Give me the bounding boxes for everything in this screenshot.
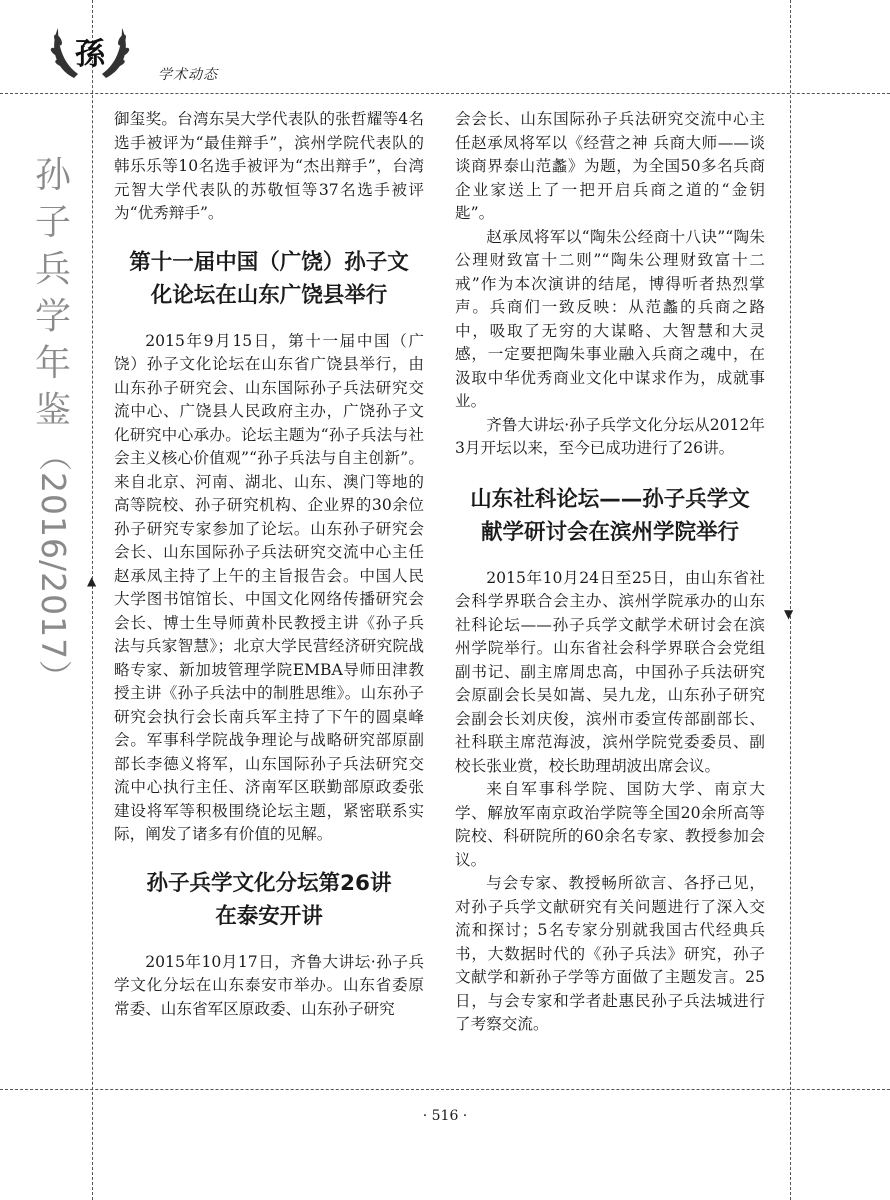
intro-paragraph: 御玺奖。台湾东吴大学代表队的张哲耀等4名选手被评为“最佳辩手”，滨州学院代表队的韩乐乐等10名选手被评为“杰出辩手”，台湾元智大学代表队的苏敬恒等37名选手被评为“优秀辩手”。 [114, 110, 424, 222]
article-title-line: 化论坛在山东广饶县举行 [150, 282, 388, 308]
article-body: 来自军事科学院、国防大学、南京大学、解放军南京政治学院等全国20余所高等院校、科研院所的60余名专家、教授参加会议。 [455, 780, 765, 869]
left-column [114, 108, 424, 1021]
journal-logo-icon [44, 18, 136, 88]
article-title-line: 山东社科论坛——孙子兵学文 [470, 486, 750, 512]
side-title-char: 年 [34, 343, 71, 384]
article-title-line: 献学研讨会在滨州学院举行 [480, 519, 739, 545]
header-rule [0, 93, 890, 94]
article-body: 2015年9月15日，第十一届中国（广饶）孙子文化论坛在山东省广饶县举行，由山东孙子研究会、山东国际孙子兵法研究交流中心、广饶县人民政府主办，广饶孙子文化研究中心承办。论坛主题为“孙子兵法与社会主义核心价值观”“孙子兵法与自主创新”。来自北京、河南、湖北、山东、澳门等地的高等院校、孙子研究机构、企业界的30余位孙子研究专家参加了论坛。山东孙子研究会会长、山东国际孙子兵法研究交流中心主任赵承凤主持了上午的主旨报告会。中国人民大学图书馆馆长、中国文化网络传播研究会会长、博士生导师黄朴民教授主讲《孙子兵法与兵家智慧》；北京大学民营经济研究院战略专家、新加坡管理学院EMBA导师田津教授主讲《孙子兵法中的制胜思维》。山东孙子研究会执行会长南兵军主持了下午的圆桌峰会。军事科学院战争理论与战略研究部原副部长李德义将军，山东国际孙子兵法研究交流中心执行主任、济南军区联勤部原政委张建设将军等积极围绕论坛主题，紧密联系实际，阐发了诸多有价值的见解。 [114, 331, 424, 843]
logo-glyph: 孫 [75, 37, 105, 72]
side-title-char: 学 [34, 296, 71, 337]
side-title-char: 子 [34, 202, 71, 243]
down-arrow-icon: ▼ [784, 607, 794, 621]
article-body: 2015年10月24日至25日，由山东省社会科学界联合会主办、滨州学院承办的山东社科论坛——孙子兵学文献学术研讨会在滨州学院举行。山东省社会科学界联合会党组副书记、副主席周忠高，中国孙子兵法研究会原副会长吴如嵩、吴九龙，山东孙子研究会副会长刘庆俊，滨州市委宣传部副部长、社科联主席范海波，滨州学院党委委员、副校长张业赏，校长助理胡波出席会议。 [455, 568, 765, 775]
continued-paragraph: 齐鲁大讲坛·孙子兵学文化分坛从2012年3月开坛以来，至今已成功进行了26讲。 [455, 415, 765, 457]
side-title-char: 孙 [34, 155, 71, 196]
side-title-year: （2016/2017） [34, 438, 73, 695]
right-margin-rule [790, 0, 791, 1200]
side-title-char: 兵 [34, 249, 71, 290]
continued-paragraph: 会会长、山东国际孙子兵法研究交流中心主任赵承凤将军以《经营之神 兵商大师——谈谈商界泰山范蠡》为题，为全国50多名兵商企业家送上了一把开启兵商之道的“金钥匙”。 [455, 110, 765, 222]
article-title-line: 第十一届中国（广饶）孙子文 [129, 249, 409, 275]
side-title-char: 鉴 [34, 390, 71, 431]
continued-paragraph: 赵承凤将军以“陶朱公经商十八诀”“陶朱公理财致富十二则”“陶朱公理财致富十二戒”作为本次演讲的结尾，博得听者热烈掌声。兵商们一致反映：从范蠡的兵商之路中，吸取了无穷的大谋略、大智慧和大灵感，一定要把陶朱事业融入兵商之魂中，在汲取中华优秀商业文化中谋求作为，成就事业。 [455, 227, 765, 410]
footer-rule [0, 1089, 890, 1090]
right-column [455, 108, 765, 1037]
section-label: 学术动态 [158, 67, 218, 83]
up-arrow-icon: ▲ [87, 574, 97, 588]
article-body: 2015年10月17日，齐鲁大讲坛·孙子兵学文化分坛在山东泰安市举办。山东省委原常委、山东省军区原政委、山东孙子研究 [114, 952, 424, 1018]
left-margin-rule [92, 0, 93, 1200]
article-body: 与会专家、教授畅所欲言、各抒己见，对孙子兵学文献研究有关问题进行了深入交流和探讨；5名专家分别就我国古代经典兵书，大数据时代的《孙子兵法》研究，孙子文献学和新孙子学等方面做了主题发言。25日，与会专家和学者赴惠民孙子兵法城进行了考察交流。 [455, 874, 765, 1033]
page-number: · 516 · [422, 1108, 468, 1124]
yearbook-side-title [22, 152, 84, 694]
article-title-line: 孙子兵学文化分坛第26讲 [146, 870, 392, 896]
article-title-line: 在泰安开讲 [215, 903, 323, 929]
